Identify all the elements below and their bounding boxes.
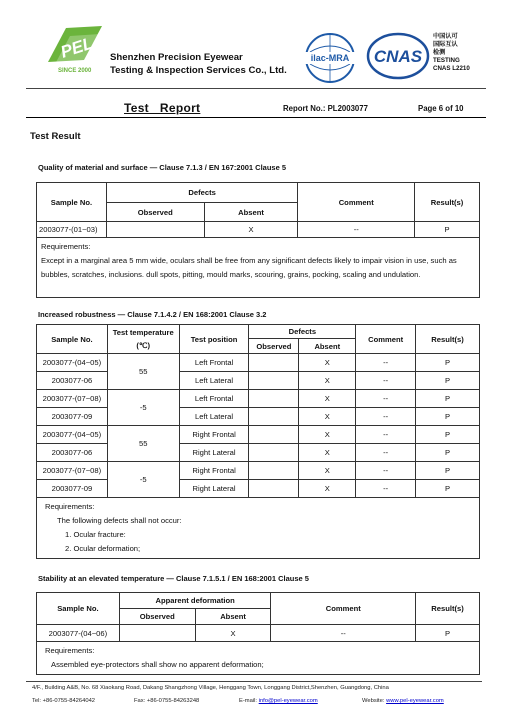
position-cell: Left Frontal <box>179 354 249 372</box>
comment-cell: -- <box>356 462 416 480</box>
result-cell: P <box>416 480 480 498</box>
section2-title: Increased robustness — Clause 7.1.4.2 / EN 168:2001 Clause 3.2 <box>38 310 267 319</box>
position-cell: Left Lateral <box>179 372 249 390</box>
table-row <box>37 625 480 642</box>
table-row <box>37 480 480 498</box>
result-cell: P <box>416 372 480 390</box>
sample-cell: 2003077-09 <box>37 408 108 426</box>
sample-cell: 2003077-(04~06) <box>37 625 120 642</box>
header-divider <box>26 88 486 89</box>
ilac-mra-logo <box>302 30 358 86</box>
footer-email-link[interactable]: info@pel-eyewear.com <box>258 698 318 704</box>
table-row <box>37 408 480 426</box>
result-cell: P <box>415 222 480 238</box>
table-row <box>37 354 480 372</box>
sample-cell: 2003077-06 <box>37 444 108 462</box>
sample-cell: 2003077-(07~08) <box>37 462 108 480</box>
title-divider <box>26 117 486 118</box>
req-label: Requirements: <box>45 646 95 655</box>
req-item: 1. Ocular fracture: <box>65 530 126 539</box>
observed-cell <box>106 222 204 238</box>
comment-cell: -- <box>271 625 416 642</box>
cnas-cn3: 检测 <box>433 49 446 56</box>
position-cell: Left Frontal <box>179 390 249 408</box>
result-cell: P <box>416 354 480 372</box>
absent-cell: X <box>299 390 356 408</box>
sample-cell: 2003077-(07~08) <box>37 390 108 408</box>
observed-cell <box>249 372 299 390</box>
observed-cell <box>119 625 195 642</box>
section2-table <box>36 324 480 559</box>
absent-header: Absent <box>195 609 271 625</box>
position-cell: Right Lateral <box>179 480 249 498</box>
temp-header-label: Test temperature <box>112 328 174 337</box>
req-text: Except in a marginal area 5 mm wide, oculars shall be free from any significant defects likely to impair vision in use, such as bubbles, scratches, inclusions. dull spots, pitting, mould marks, scouring, grains, pocking, scaling and undulation. <box>41 256 457 279</box>
comment-cell: -- <box>356 480 416 498</box>
logo-text: PEL <box>58 33 96 62</box>
result-cell: P <box>416 390 480 408</box>
page-indicator: Page 6 of 10 <box>418 104 464 113</box>
comment-cell: -- <box>356 372 416 390</box>
observed-cell <box>249 390 299 408</box>
observed-cell <box>249 426 299 444</box>
cnas-accreditation-text <box>433 33 470 73</box>
section2-requirements <box>37 498 480 559</box>
logo-sub: SINCE 2000 <box>58 68 92 74</box>
results-header: Result(s) <box>416 593 480 625</box>
table-row <box>37 390 480 408</box>
sample-header: Sample No. <box>37 183 107 222</box>
footer-fax: Fax: +86-0755-84263248 <box>134 698 200 704</box>
req-text: Assembled eye-protectors shall show no apparent deformation; <box>51 660 264 669</box>
comment-cell: -- <box>298 222 415 238</box>
table-row <box>37 462 480 480</box>
absent-cell: X <box>299 444 356 462</box>
results-header: Result(s) <box>416 325 480 354</box>
footer-divider <box>26 681 482 682</box>
temperature-cell: 55 <box>107 426 179 462</box>
report-title: Test Report <box>124 101 201 115</box>
absent-cell: X <box>299 372 356 390</box>
cnas-cn2: 国际互认 <box>433 41 458 48</box>
defects-header: Defects <box>249 325 356 339</box>
sample-cell: 2003077-(01~03) <box>37 222 107 238</box>
footer-website-link[interactable]: www.pel-eyewear.com <box>386 698 444 704</box>
report-number: Report No.: PL2003077 <box>283 104 368 113</box>
absent-cell: X <box>204 222 298 238</box>
cnas-en1: TESTING <box>433 57 460 64</box>
observed-cell <box>249 444 299 462</box>
table-row <box>37 222 480 238</box>
deformation-header: Apparent deformation <box>119 593 271 609</box>
absent-cell: X <box>299 354 356 372</box>
section3-requirements <box>37 642 480 675</box>
footer-address: 4/F., Building A&B, No. 68 Xiaokang Road, Dakang Shangzhong Village, Henggang Town, Longgang District,Shenzhen, Guangdong, China <box>32 685 389 691</box>
footer-tel: Tel: +86-0755-84264042 <box>32 698 96 704</box>
sample-cell: 2003077-06 <box>37 372 108 390</box>
observed-cell <box>249 462 299 480</box>
comment-header: Comment <box>356 325 416 354</box>
temperature-cell: 55 <box>107 354 179 390</box>
comment-cell: -- <box>356 426 416 444</box>
section1-title: Quality of material and surface — Clause 7.1.3 / EN 167:2001 Clause 5 <box>38 163 287 172</box>
result-cell: P <box>416 426 480 444</box>
observed-cell <box>249 408 299 426</box>
position-cell: Right Lateral <box>179 444 249 462</box>
sample-cell: 2003077-(04~05) <box>37 354 108 372</box>
comment-header: Comment <box>298 183 415 222</box>
position-cell: Right Frontal <box>179 462 249 480</box>
comment-header: Comment <box>271 593 416 625</box>
result-cell: P <box>416 408 480 426</box>
position-header: Test position <box>179 325 249 354</box>
observed-header: Observed <box>119 609 195 625</box>
req-item: 2. Ocular deformation; <box>65 544 141 553</box>
observed-cell <box>249 480 299 498</box>
absent-header: Absent <box>299 339 356 354</box>
observed-cell <box>249 354 299 372</box>
company-name <box>110 51 287 77</box>
section1-table <box>36 182 480 298</box>
pel-logo <box>44 22 106 76</box>
comment-cell: -- <box>356 354 416 372</box>
sample-header: Sample No. <box>37 593 120 625</box>
table-row <box>37 426 480 444</box>
table-row <box>37 444 480 462</box>
temp-unit: (℃) <box>136 341 151 350</box>
company-line2: Testing & Inspection Services Co., Ltd. <box>110 65 287 76</box>
comment-cell: -- <box>356 444 416 462</box>
req-label: Requirements: <box>41 242 91 251</box>
temp-header <box>107 325 179 354</box>
observed-header: Observed <box>106 203 204 222</box>
result-cell: P <box>416 462 480 480</box>
temperature-cell: -5 <box>107 390 179 426</box>
section3-title: Stability at an elevated temperature — Clause 7.1.5.1 / EN 168:2001 Clause 5 <box>38 574 309 583</box>
section3-table <box>36 592 480 675</box>
absent-cell: X <box>299 408 356 426</box>
cnas-en2: CNAS L2210 <box>433 65 470 72</box>
comment-cell: -- <box>356 408 416 426</box>
position-cell: Right Frontal <box>179 426 249 444</box>
position-cell: Left Lateral <box>179 408 249 426</box>
results-header: Result(s) <box>415 183 480 222</box>
test-result-heading: Test Result <box>30 131 81 142</box>
cnas-label: CNAS <box>373 47 423 66</box>
cnas-logo <box>366 32 430 80</box>
ilac-label: ilac-MRA <box>310 53 350 63</box>
result-cell: P <box>416 444 480 462</box>
footer-website-label: Website: <box>362 698 385 704</box>
absent-header: Absent <box>204 203 298 222</box>
sample-cell: 2003077-(04~05) <box>37 426 108 444</box>
table-row <box>37 372 480 390</box>
temperature-cell: -5 <box>107 462 179 498</box>
defects-header: Defects <box>106 183 298 203</box>
req-intro: The following defects shall not occur: <box>57 516 182 525</box>
section1-requirements <box>37 238 480 298</box>
comment-cell: -- <box>356 390 416 408</box>
observed-header: Observed <box>249 339 299 354</box>
sample-header: Sample No. <box>37 325 108 354</box>
absent-cell: X <box>299 480 356 498</box>
sample-cell: 2003077-09 <box>37 480 108 498</box>
result-cell: P <box>416 625 480 642</box>
footer-contact <box>32 698 472 704</box>
absent-cell: X <box>299 462 356 480</box>
cnas-cn1: 中国认可 <box>433 33 458 40</box>
footer-email-label: E-mail: <box>239 698 258 704</box>
absent-cell: X <box>195 625 271 642</box>
req-label: Requirements: <box>45 502 95 511</box>
company-line1: Shenzhen Precision Eyewear <box>110 52 243 63</box>
absent-cell: X <box>299 426 356 444</box>
